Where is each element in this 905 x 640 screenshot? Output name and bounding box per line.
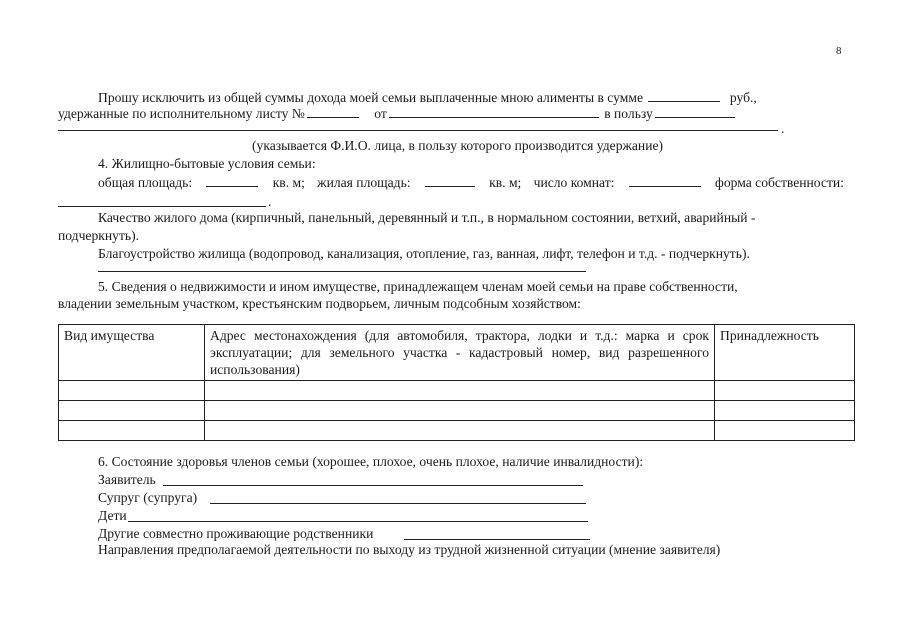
recipient-period: . [781, 121, 785, 136]
col-header-type: Вид имущества [59, 325, 205, 381]
alimony-currency: руб., [729, 90, 757, 105]
writ-label: удержанные по исполнительному листу № [58, 106, 305, 121]
living-area-field[interactable] [425, 173, 475, 187]
table-row [59, 381, 855, 401]
writ-date-field[interactable] [389, 104, 599, 118]
ownership-period: . [268, 194, 272, 209]
total-area-field[interactable] [206, 173, 258, 187]
table-row [59, 421, 855, 441]
table-cell[interactable] [205, 421, 715, 441]
total-area-label: общая площадь: [98, 175, 193, 190]
health-heading: 6. Состояние здоровья членов семьи (хорошее, плохое, очень плохое, наличие инвалидности): [98, 454, 644, 469]
table-cell[interactable] [205, 401, 715, 421]
page-number: 8 [836, 45, 842, 57]
relatives-label: Другие совместно проживающие родственники [98, 526, 374, 541]
col-header-address: Адрес местонахождения (для автомобиля, трактора, лодки и т.д.: марка и срок эксплуатации; для земельного участка - кадастровый номер, вид разрешенного использования) [205, 325, 715, 381]
table-cell[interactable] [59, 381, 205, 401]
alimony-line-2 [58, 104, 737, 123]
alimony-sum-field[interactable] [648, 88, 720, 102]
in-favor-label: в пользу [604, 106, 653, 121]
children-label: Дети [98, 508, 127, 523]
quality-line-1: Качество жилого дома (кирпичный, панельный, деревянный и т.п., в нормальном состоянии, ветхий, аварийный - [98, 210, 756, 225]
total-area-unit: кв. м; [272, 175, 305, 190]
applicant-field[interactable] [163, 485, 583, 486]
property-heading-2: владении земельным участком, крестьянским подворьем, личным подсобным хозяйством: [58, 296, 581, 311]
spouse-field[interactable] [210, 503, 586, 504]
alimony-text: Прошу исключить из общей суммы дохода моей семьи выплаченные мною алименты в сумме [98, 90, 644, 105]
table-cell[interactable] [715, 421, 855, 441]
writ-number-field[interactable] [307, 104, 359, 118]
living-area-unit: кв. м; [489, 175, 522, 190]
living-area-label: жилая площадь: [317, 175, 411, 190]
table-row [59, 401, 855, 421]
recipient-note: (указывается Ф.И.О. лица, в пользу которого производится удержание) [252, 138, 664, 153]
property-table [58, 324, 855, 441]
children-field[interactable] [128, 521, 588, 522]
writ-from-label: от [374, 106, 387, 121]
recipient-name-field[interactable] [58, 130, 778, 131]
table-cell[interactable] [59, 401, 205, 421]
housing-areas-line [98, 173, 844, 192]
in-favor-field[interactable] [655, 104, 735, 118]
amenities-line: Благоустройство жилища (водопровод, канализация, отопление, газ, ванная, лифт, телефон и т.д. - подчеркнуть). [98, 246, 750, 261]
table-cell[interactable] [715, 401, 855, 421]
directions-line: Направления предполагаемой деятельности по выходу из трудной жизненной ситуации (мнение заявителя) [98, 542, 721, 557]
applicant-label: Заявитель [98, 472, 156, 487]
table-cell[interactable] [59, 421, 205, 441]
quality-line-2: подчеркнуть). [58, 228, 140, 243]
property-heading-1: 5. Сведения о недвижимости и ином имуществе, принадлежащем членам моей семьи на праве собственности, [98, 279, 738, 294]
col-header-owner: Принадлежность [715, 325, 855, 381]
ownership-label: форма собственности: [715, 175, 844, 190]
ownership-field[interactable] [58, 206, 266, 207]
table-cell[interactable] [205, 381, 715, 401]
rooms-label: число комнат: [533, 175, 615, 190]
rooms-field[interactable] [629, 173, 701, 187]
table-header-row [59, 325, 855, 381]
spouse-label: Супруг (супруга) [98, 490, 198, 505]
housing-heading: 4. Жилищно-бытовые условия семьи: [98, 156, 316, 171]
amenities-blank[interactable] [98, 271, 586, 272]
relatives-field[interactable] [404, 539, 590, 540]
table-cell[interactable] [715, 381, 855, 401]
